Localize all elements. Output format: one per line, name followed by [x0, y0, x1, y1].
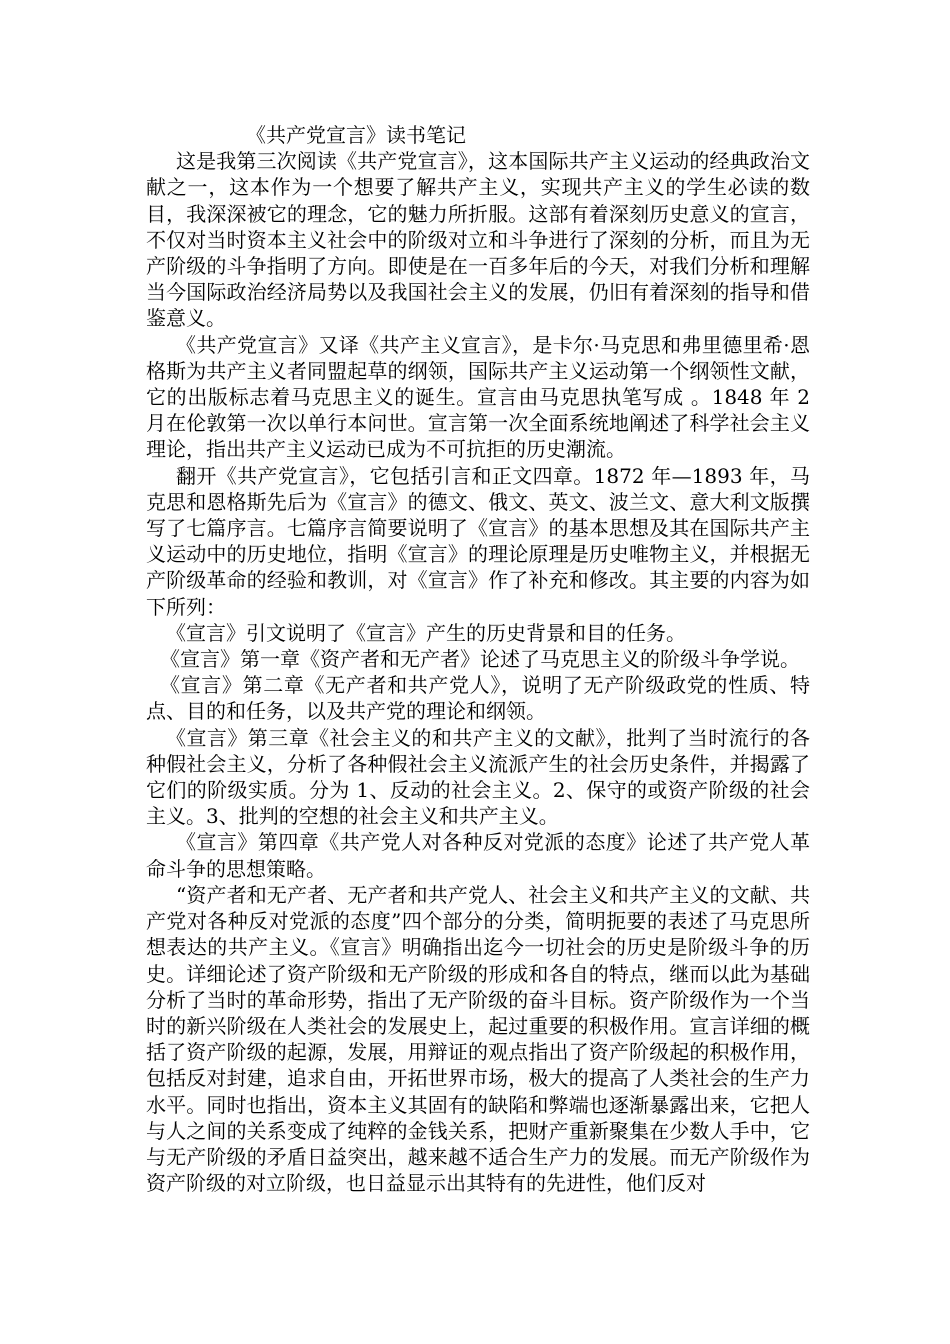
paragraph-chapter-three: 《宣言》第三章《社会主义的和共产主义的文献》，批判了当时流行的各种假社会主义，分析了各种假社会主义流派产生的社会历史条件，并揭露了它们的阶级实质。分为 1、反动的社会主义。2、保守的或资产阶级的社会主义。3、批判的空想的社会主义和共产主义。: [146, 725, 810, 829]
paragraph-manifesto-overview: 《共产党宣言》又译《共产主义宣言》，是卡尔·马克思和弗里德里希·恩格斯为共产主义者同盟起草的纲领，国际共产主义运动第一个纲领性文献，它的出版标志着马克思主义的诞生。宣言由马克思执笔写成 。1848 年 2 月在伦敦第一次以单行本问世。宣言第一次全面系统地阐述了科学社会主义理论，指出共产主义运动已成为不可抗拒的历史潮流。: [146, 332, 810, 462]
paragraph-introduction-summary: 《宣言》引文说明了《宣言》产生的历史背景和目的任务。: [166, 620, 686, 645]
paragraph-analysis: “资产者和无产者、无产者和共产党人、社会主义和共产主义的文献、共产党对各种反对党派的态度”四个部分的分类，简明扼要的表述了马克思所想表达的共产主义。《宣言》明确指出迄今一切社会的历史是阶级斗争的历史。详细论述了资产阶级和无产阶级的形成和各自的特点，继而以此为基础分析了当时的革命形势，指出了无产阶级的奋斗目标。资产阶级作为一个当时的新兴阶级在人类社会的发展史上，起过重要的积极作用。宣言详细的概括了资产阶级的起源，发展，用辩证的观点指出了资产阶级起的积极作用，包括反对封建，追求自由，开拓世界市场，极大的提高了人类社会的生产力水平。同时也指出，资本主义其固有的缺陷和弊端也逐渐暴露出来，它把人与人之间的关系变成了纯粹的金钱关系，把财产重新聚集在少数人手中，它与无产阶级的矛盾日益突出，越来越不适合生产力的发展。而无产阶级作为资产阶级的对立阶级，也日益显示出其特有的先进性，他们反对: [146, 882, 810, 1196]
document-body: [146, 122, 810, 1196]
paragraph-chapter-one: 《宣言》第一章《资产者和无产者》论述了马克思主义的阶级斗争学说。: [160, 647, 800, 672]
paragraph-chapter-two: 《宣言》第二章《无产者和共产党人》，说明了无产阶级政党的性质、特点、目的和任务，以及共产党的理论和纲领。: [146, 673, 810, 724]
document-title: 《共产党宣言》读书笔记: [246, 123, 466, 147]
paragraph-chapter-four: 《宣言》第四章《共产党人对各种反对党派的态度》论述了共产党人革命斗争的思想策略。: [146, 830, 810, 881]
paragraph-intro: 这是我第三次阅读《共产党宣言》，这本国际共产主义运动的经典政治文献之一，这本作为一个想要了解共产主义，实现共产主义的学生必读的数目，我深深被它的理念，它的魅力所折服。这部有着深刻历史意义的宣言，不仅对当时资本主义社会中的阶级对立和斗争进行了深刻的分析，而且为无产阶级的斗争指明了方向。即使是在一百多年后的今天，对我们分析和理解当今国际政治经济局势以及我国社会主义的发展，仍旧有着深刻的指导和借鉴意义。: [146, 149, 810, 331]
paragraph-structure: 翻开《共产党宣言》，它包括引言和正文四章。1872 年—1893 年，马克思和恩格斯先后为《宣言》的德文、俄文、英文、波兰文、意大利文版撰写了七篇序言。七篇序言简要说明了《宣言》的基本思想及其在国际共产主义运动中的历史地位，指明《宣言》的理论原理是历史唯物主义，并根据无产阶级革命的经验和教训，对《宣言》作了补充和修改。其主要的内容为如下所列：: [146, 463, 810, 619]
